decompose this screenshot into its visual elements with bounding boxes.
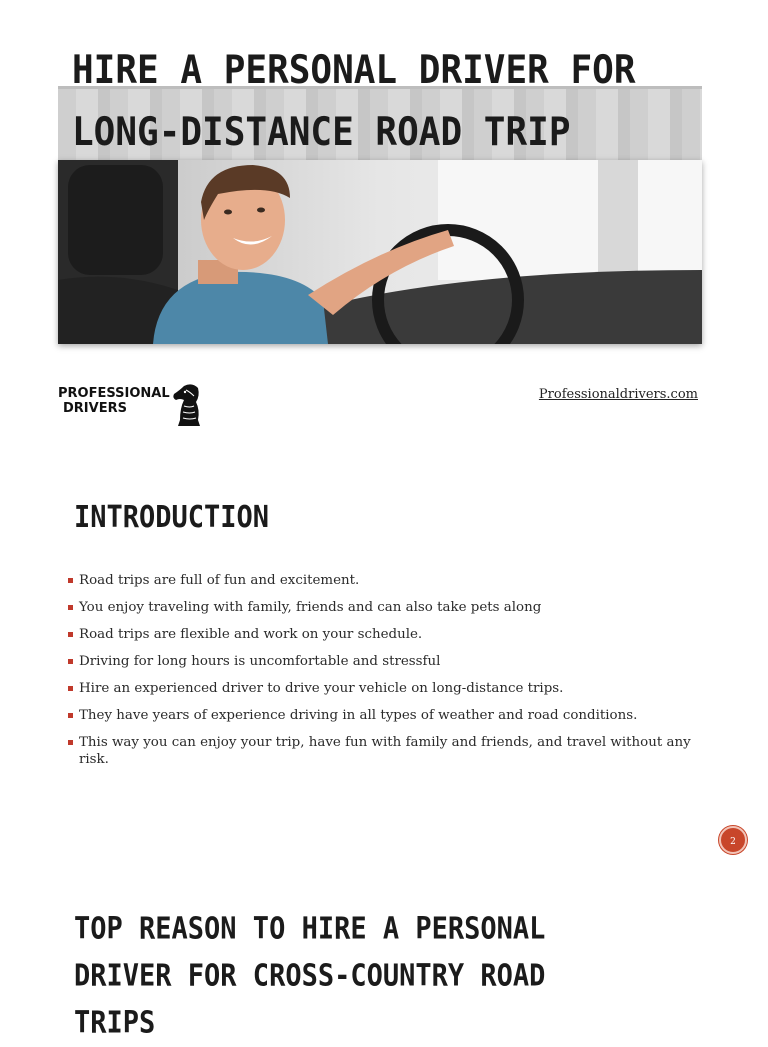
bullet-text: Road trips are full of fun and excitement. (79, 573, 360, 588)
slide-title: HIRE A PERSONAL DRIVER FOR LONG-DISTANCE ROAD TRIP (72, 48, 636, 155)
logo-line1: PROFESSIONAL (58, 386, 170, 401)
bullet-marker-icon (68, 605, 73, 610)
intro-title: INTRODUCTION (74, 500, 270, 535)
hero-photo (58, 160, 702, 344)
bullet-marker-icon (68, 659, 73, 664)
bullet-item (66, 734, 696, 768)
bullet-item (66, 680, 696, 697)
bullet-marker-icon (68, 632, 73, 637)
bullet-marker-icon (68, 578, 73, 583)
bullet-marker-icon (68, 686, 73, 691)
bullet-text: They have years of experience driving in all types of weather and road conditions. (79, 708, 638, 723)
bullet-text: Road trips are flexible and work on your schedule. (79, 627, 423, 642)
bullet-text: You enjoy traveling with family, friends and can also take pets along (79, 600, 542, 615)
bullet-text: This way you can enjoy your trip, have fun with family and friends, and travel without any risk. (79, 735, 691, 767)
bullet-marker-icon (68, 740, 73, 745)
bullet-item (66, 599, 696, 616)
website-link[interactable]: Professionaldrivers.com (538, 387, 698, 402)
bullet-item (66, 653, 696, 670)
page-number-badge: 2 (719, 826, 747, 854)
bullet-marker-icon (68, 713, 73, 718)
intro-bullet-list (66, 572, 696, 778)
bullet-item (66, 707, 696, 724)
knight-horse-icon (170, 380, 206, 430)
bullet-item (66, 626, 696, 643)
brand-logo (58, 380, 208, 430)
reasons-title: TOP REASON TO HIRE A PERSONAL DRIVER FOR CROSS-COUNTRY ROAD TRIPS (74, 911, 546, 1041)
bullet-item (66, 572, 696, 589)
logo-line2: DRIVERS (63, 401, 127, 416)
bullet-text: Driving for long hours is uncomfortable and stressful (79, 654, 441, 669)
bullet-text: Hire an experienced driver to drive your vehicle on long-distance trips. (79, 681, 564, 696)
